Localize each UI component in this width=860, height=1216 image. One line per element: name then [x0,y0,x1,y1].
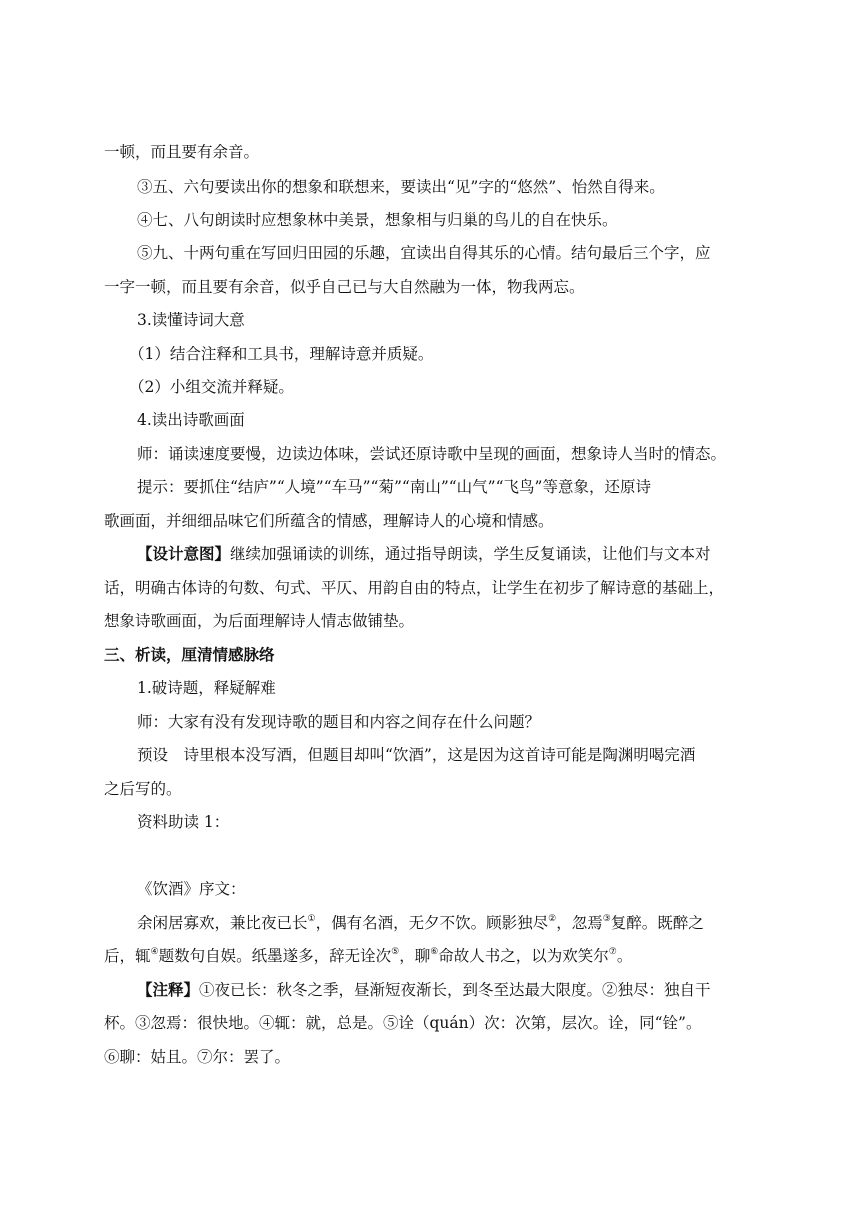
text-line: 一顿，而且要有余音。 [104,143,260,161]
design-intent-line [137,543,776,565]
text-line: ④七、八句朗读时应想象林中美景，想象相与归巢的鸟儿的自在快乐。 [137,211,618,229]
preface-line [137,912,776,934]
design-intent-text: 继续加强诵读的训练，通过指导朗读，学生反复诵读，让他们与文本对 [230,545,711,563]
text-line: 师：诵读速度要慢，边读边体味，尝试还原诗歌中呈现的画面，想象诗人当时的情态。 [137,445,727,463]
notes-line: ⑥聊：姑且。⑦尔：罢了。 [104,1048,291,1066]
text-line: 预设 诗里根本没写酒，但题目却叫“饮酒”，这是因为这首诗可能是陶渊明喝完酒 [137,746,696,764]
preface-line [104,945,776,967]
notes-line [137,979,776,1001]
part-heading: 三、析读，厘清情感脉络 [104,646,275,664]
text-line: ③五、六句要读出你的想象和联想来，要读出“见”字的“悠然”、怡然自得来。 [137,178,665,196]
footnote-mark: ② [548,914,557,924]
text-line: （1）结合注释和工具书，理解诗意并质疑。 [129,345,434,363]
text-line: 之后写的。 [104,780,182,798]
notes-text: ①夜已长：秋冬之季，昼渐短夜渐长，到冬至达最大限度。②独尽：独自干 [199,981,711,999]
text-line: ⑤九、十两句重在写回归田园的乐趣，宜读出自得其乐的心情。结句最后三个字，应 [137,244,711,262]
footnote-mark: ⑤ [391,947,400,957]
text-line: 一字一顿，而且要有余音，似乎自己已与大自然融为一体，物我两忘。 [104,278,585,296]
text-line: （2）小组交流并释疑。 [129,378,294,396]
footnote-mark: ③ [602,914,611,924]
design-intent-label: 【设计意图】 [137,545,231,563]
notes-line: 杯。③忽焉：很快地。④辄：就，总是。⑤诠（quán）次：次第，层次。诠，同“铨”。 [104,1014,702,1032]
section-heading: 4.读出诗歌画面 [137,411,245,429]
footnote-mark: ⑦ [608,947,617,957]
text-line: 师：大家有没有发现诗歌的题目和内容之间存在什么问题？ [137,713,541,731]
preface-text: 余闲居寡欢，兼比夜已长 [137,914,308,932]
preface-text: 。 [616,947,633,965]
preface-text: ，忽焉 [556,914,603,932]
footnote-mark: ④ [150,947,159,957]
section-heading: 1.破诗题，释疑解难 [137,679,276,697]
preface-text: ，偶有名酒，无夕不饮。顾影独尽 [315,914,549,932]
text-line: 提示：要抓住“结庐”“人境”“车马”“菊”“南山”“山气”“飞鸟”等意象，还原诗 [137,478,651,496]
preface-text: 复醉。既醉之 [610,914,704,932]
footnote-mark: ① [307,914,316,924]
text-line: 话，明确古体诗的句数、句式、平仄、用韵自由的特点，让学生在初步了解诗意的基础上， [104,579,725,597]
footnote-mark: ⑥ [430,947,439,957]
preface-title: 《饮酒》序文： [137,880,246,898]
text-line: 歌画面，并细细品味它们所蕴含的情感，理解诗人的心境和情感。 [104,512,554,530]
section-heading: 3.读懂诗词大意 [137,311,245,329]
preface-text: 命故人书之，以为欢笑尔 [438,947,609,965]
text-line: 资料助读 1： [137,813,230,831]
preface-text: 题数句自娱。纸墨遂多，辞无诠次 [158,947,392,965]
preface-text: ，聊 [399,947,431,965]
notes-label: 【注释】 [137,981,200,999]
preface-text: 后，辄 [104,947,151,965]
text-line: 想象诗歌画面，为后面理解诗人情志做铺垫。 [104,612,415,630]
